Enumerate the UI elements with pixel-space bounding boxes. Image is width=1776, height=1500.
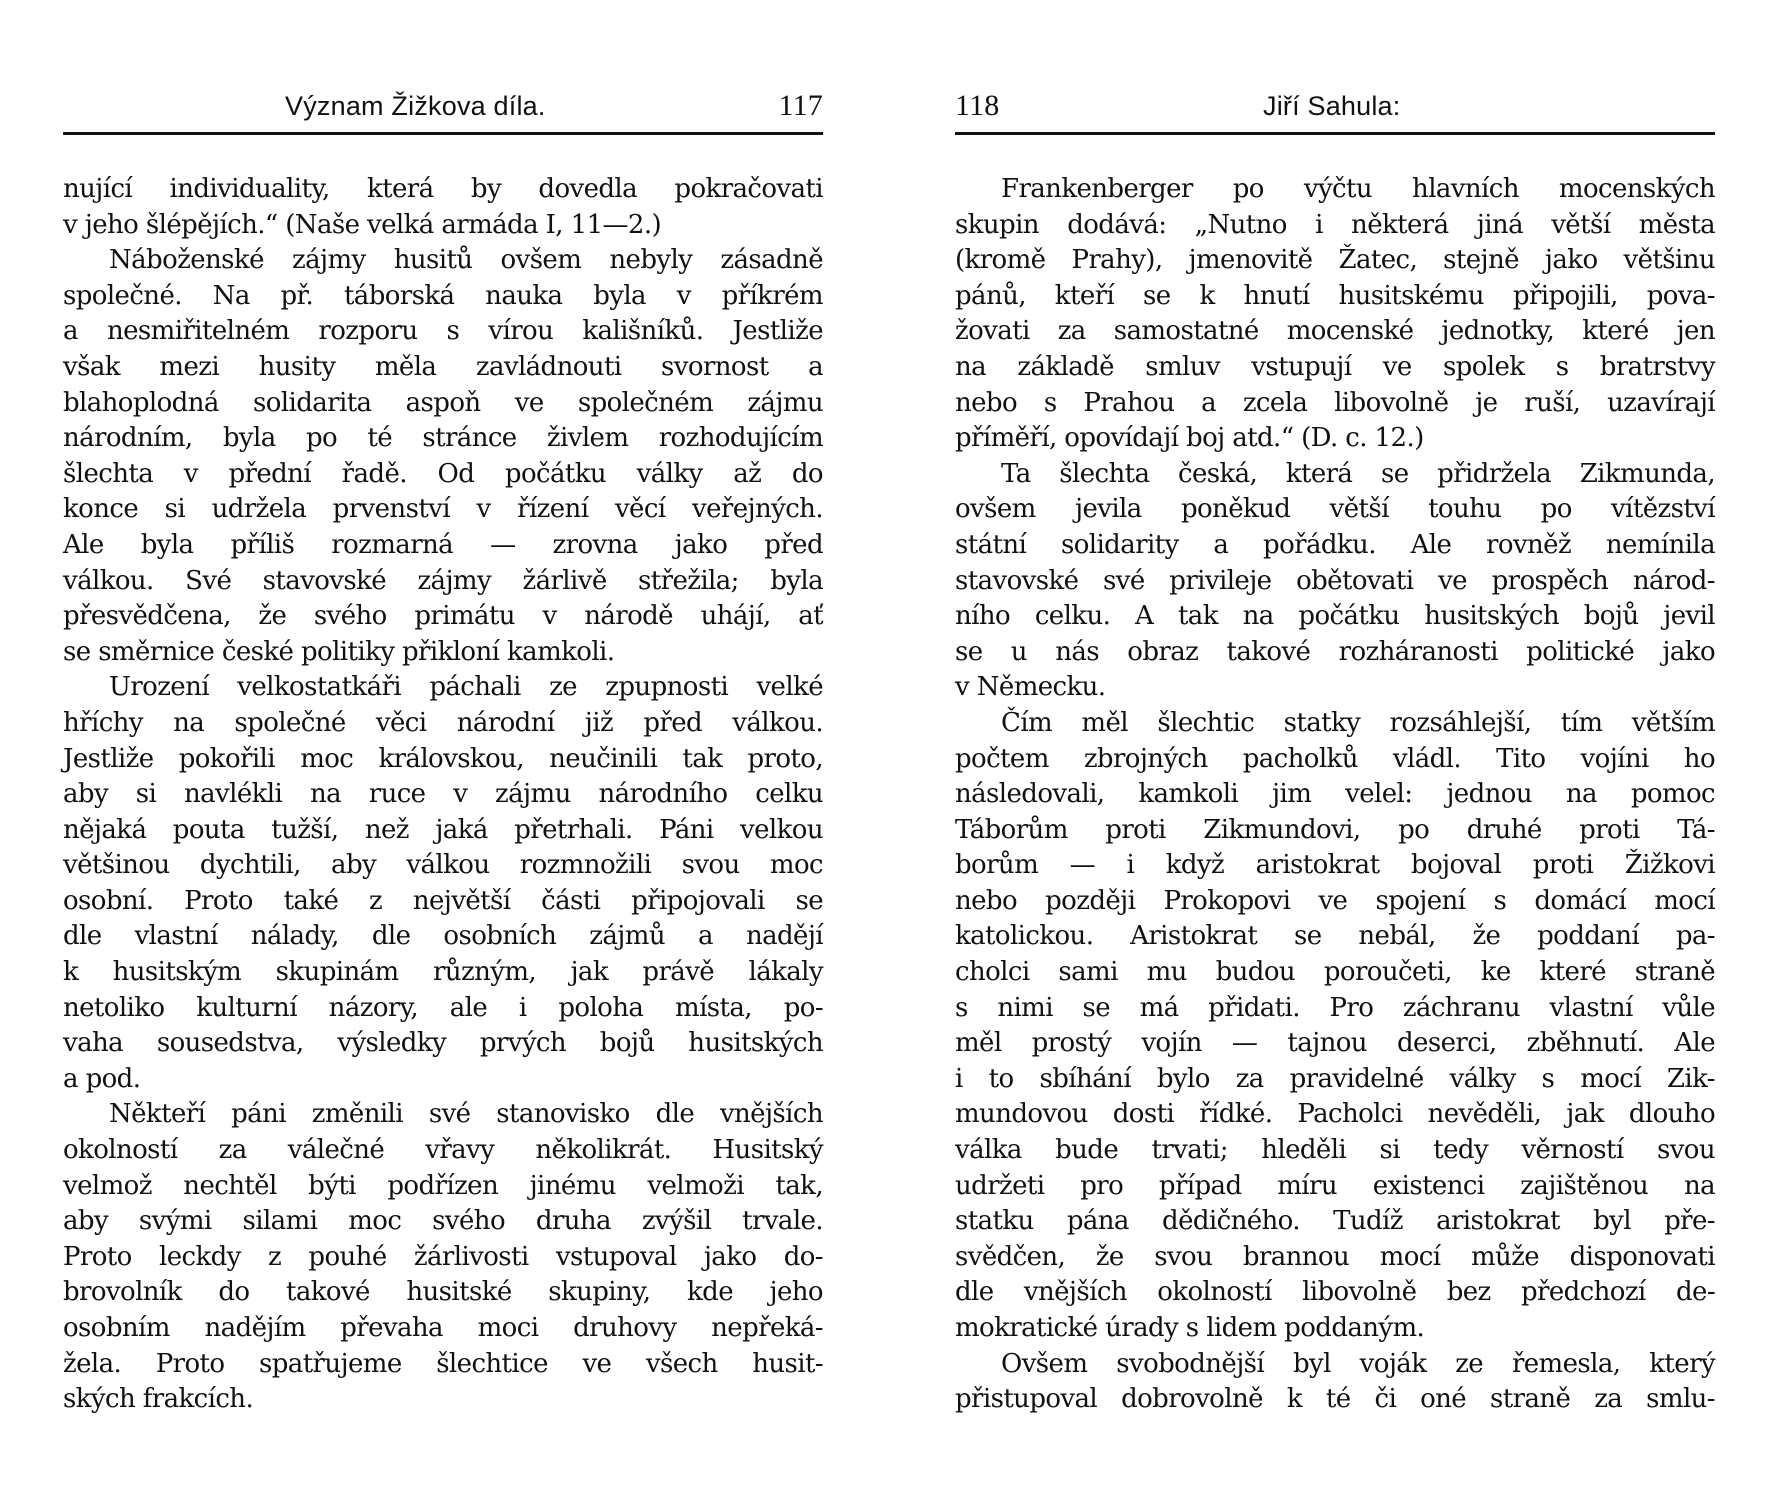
text-line: válkou. Své stavovské zájmy žárlivě střežila; byla xyxy=(63,565,823,596)
text-line: počtem zbrojných pacholků vládl. Tito vojíni ho xyxy=(955,743,1715,774)
text-line: Jestliže pokořili moc královskou, neučinili tak proto, xyxy=(63,743,823,774)
text-line: vaha sousedstva, výsledky prvých bojů husitských xyxy=(63,1028,823,1059)
text-line: (kromě Prahy), jmenovitě Žatec, stejně jako většinu xyxy=(955,245,1715,276)
header-rule xyxy=(955,132,1715,135)
body-text xyxy=(955,172,1715,1418)
text-line: Ta šlechta česká, která se přidržela Zikmunda, xyxy=(1001,458,1715,489)
text-line: statku pána dědičného. Tudíž aristokrat byl pře- xyxy=(955,1206,1715,1237)
text-line: Proto leckdy z pouhé žárlivosti vstupoval jako do- xyxy=(63,1241,823,1272)
right-page xyxy=(955,0,1715,1500)
text-line: nějaká pouta tužší, než jaká přetrhali. Páni velkou xyxy=(63,814,823,845)
text-line: přesvědčena, že svého primátu v národě uhájí, ať xyxy=(63,601,823,632)
text-line: v jeho šlépějích.“ (Naše velká armáda I, 11—2.) xyxy=(63,209,662,240)
text-line: následovali, kamkoli jim velel: jednou na pomoc xyxy=(955,779,1715,810)
text-line: s nimi se má přidati. Pro záchranu vlastní vůle xyxy=(955,992,1715,1023)
text-line: hříchy na společné věci národní již před válkou. xyxy=(63,707,823,738)
page-number: 118 xyxy=(955,89,1000,122)
text-line: osobní. Proto také z největší části připojovali se xyxy=(63,885,823,916)
text-line: mokratické úrady s lidem poddaným. xyxy=(955,1313,1425,1343)
text-line: Táborům proti Zikmundovi, po druhé proti Tá- xyxy=(955,814,1715,845)
text-line: v Německu. xyxy=(955,672,1106,703)
text-line: mundovou dosti řídké. Pacholci nevěděli, jak dlouho xyxy=(955,1099,1715,1130)
text-line: měl prostý vojín — tajnou deserci, zběhnutí. Ale xyxy=(955,1028,1715,1059)
text-line: aby si navlékli na ruce v zájmu národního celku xyxy=(63,779,823,810)
text-line: stavovské své privileje obětovati ve prospěch národ- xyxy=(955,565,1715,596)
text-line: však mezi husity měla zavládnouti svornost a xyxy=(63,351,823,382)
text-line: ního celku. A tak na počátku husitských bojů jevil xyxy=(955,601,1715,632)
text-line: šlechta v přední řadě. Od počátku války až do xyxy=(63,458,823,489)
text-line: k husitským skupinám různým, jak právě lákaly xyxy=(63,957,823,988)
text-line: skupin dodává: „Nutno i některá jiná větší města xyxy=(955,209,1715,240)
running-head xyxy=(955,86,1715,126)
text-line: Náboženské zájmy husitů ovšem nebyly zásadně xyxy=(109,245,823,276)
text-line: cholci sami mu budou poroučeti, ke které straně xyxy=(955,957,1715,988)
text-line: na základě smluv vstupují ve spolek s bratrstvy xyxy=(955,351,1715,382)
text-line: a pod. xyxy=(63,1063,141,1094)
body-text xyxy=(63,172,823,1418)
running-head-title: Význam Žižkova díla. xyxy=(285,91,546,121)
text-line: národním, byla po té stránce živlem rozhodujícím xyxy=(63,423,823,454)
text-line: pánů, kteří se k hnutí husitskému připojili, pova- xyxy=(955,280,1715,311)
running-head-title: Jiří Sahula: xyxy=(1263,91,1401,121)
text-line: ovšem jevila poněkud větší touhu po vítězství xyxy=(955,494,1715,525)
text-line: většinou dychtili, aby válkou rozmnožili svou moc xyxy=(63,850,823,881)
text-line: konce si udržela prvenství v řízení věcí veřejných. xyxy=(63,494,823,525)
text-line: katolickou. Aristokrat se nebál, že poddaní pa- xyxy=(955,921,1715,952)
text-line: okolností za válečné vřavy několikrát. Husitský xyxy=(63,1135,823,1166)
text-line: netoliko kulturní názory, ale i poloha místa, po- xyxy=(63,992,823,1023)
header-rule xyxy=(63,132,823,135)
text-line: dle vnějších okolností libovolně bez předchozí de- xyxy=(955,1277,1715,1308)
running-head xyxy=(63,86,823,126)
text-line: Čím měl šlechtic statky rozsáhlejší, tím větším xyxy=(1001,707,1715,738)
text-line: Ovšem svobodnější byl voják ze řemesla, který xyxy=(1001,1348,1715,1379)
text-line: nebo později Prokopovi ve spojení s domácí mocí xyxy=(955,885,1715,916)
text-line: státní solidarity a pořádku. Ale rovněž nemínila xyxy=(955,529,1715,560)
text-line: válka bude trvati; hleděli si tedy věrností svou xyxy=(955,1135,1715,1166)
text-line: žela. Proto spatřujeme šlechtice ve všech husit- xyxy=(63,1348,823,1379)
page-number: 117 xyxy=(778,89,823,122)
text-line: aby svými silami moc svého druha zvýšil trvale. xyxy=(63,1206,823,1237)
text-line: Urození velkostatkáři páchali ze zpupnosti velké xyxy=(109,672,823,703)
text-line: žovati za samostatné mocenské jednotky, které jen xyxy=(955,316,1715,347)
text-line: brovolník do takové husitské skupiny, kde jeho xyxy=(63,1277,823,1308)
left-page xyxy=(63,0,823,1500)
text-line: borům — i když aristokrat bojoval proti Žižkovi xyxy=(955,850,1715,881)
text-line: Někteří páni změnili své stanovisko dle vnějších xyxy=(109,1099,823,1130)
text-line: Frankenberger po výčtu hlavních mocenských xyxy=(1001,174,1715,204)
text-line: přistupoval dobrovolně k té či oné straně za smlu- xyxy=(955,1384,1715,1415)
text-line: udržeti pro případ míru existenci zajištěnou na xyxy=(955,1170,1715,1201)
text-line: dle vlastní nálady, dle osobních zájmů a nadějí xyxy=(63,921,823,952)
text-line: nebo s Prahou a zcela libovolně je ruší, uzavírají xyxy=(955,387,1715,418)
text-line: se u nás obraz takové rozháranosti politické jako xyxy=(955,636,1715,667)
text-line: blahoplodná solidarita aspoň ve společném zájmu xyxy=(63,387,823,418)
text-line: příměří, opovídají boj atd.“ (D. c. 12.) xyxy=(955,423,1424,454)
text-line: ských frakcích. xyxy=(63,1384,254,1415)
text-line: Ale byla příliš rozmarná — zrovna jako před xyxy=(63,529,823,560)
text-line: svědčen, že svou brannou mocí může disponovati xyxy=(955,1241,1715,1272)
text-line: osobním nadějím převaha moci druhovy nepřeká- xyxy=(63,1313,823,1343)
text-line: a nesmiřitelném rozporu s vírou kališníků. Jestliže xyxy=(63,316,823,347)
text-line: se směrnice české politiky přikloní kamkoli. xyxy=(63,636,615,667)
text-line: velmož nechtěl býti podřízen jinému velmoži tak, xyxy=(63,1170,823,1201)
text-line: společné. Na př. táborská nauka byla v příkrém xyxy=(63,280,823,311)
text-line: nující individuality, která by dovedla pokračovati xyxy=(63,174,823,204)
text-line: i to sbíhání bylo za pravidelné války s mocí Zik- xyxy=(955,1063,1715,1094)
